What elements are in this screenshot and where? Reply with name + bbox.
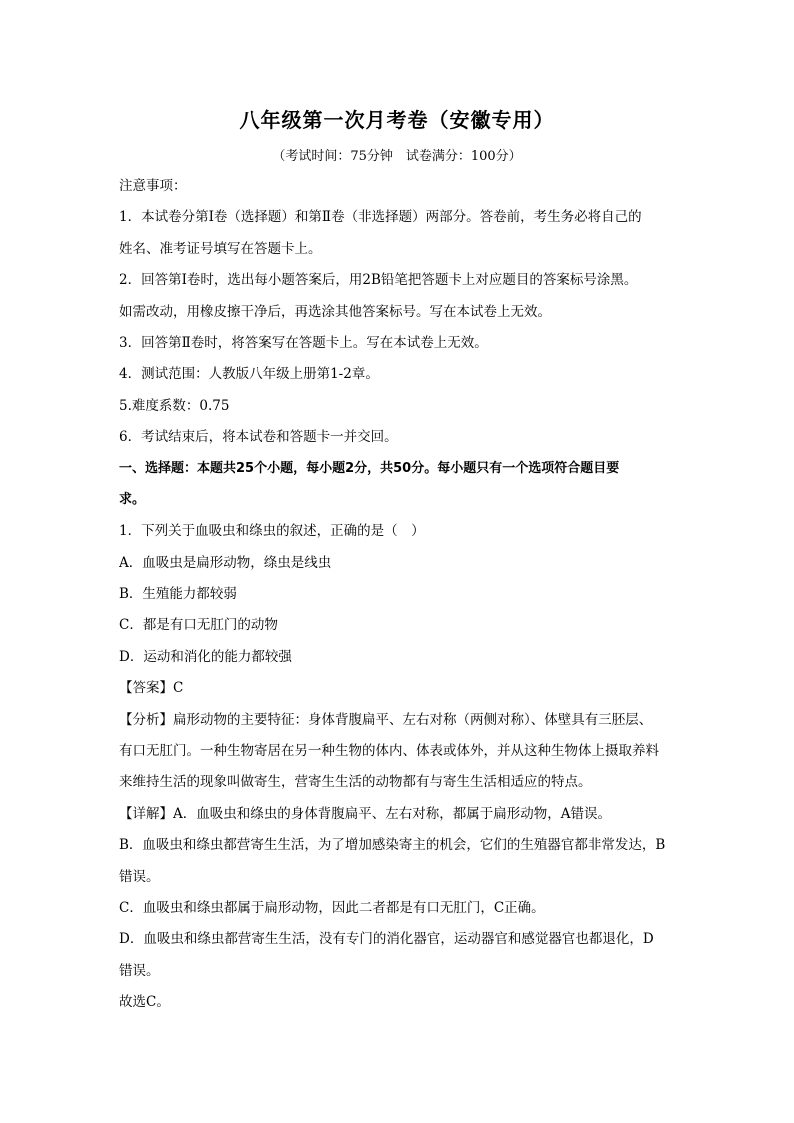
notes-line: 3．回答第Ⅱ卷时，将答案写在答题卡上。写在本试卷上无效。: [119, 334, 488, 351]
section-heading-cont: 求。: [119, 491, 146, 507]
notes-line: 2．回答第Ⅰ卷时，选出每小题答案后，用2B铅笔把答题卡上对应题目的答案标号涂黑。: [119, 272, 638, 289]
answer-line: 【答案】C: [119, 680, 184, 697]
section-heading: 一、选择题：本题共25个小题，每小题2分，共50分。每小题只有一个选项符合题目要: [119, 460, 620, 476]
option-d: D．运动和消化的能力都较强: [119, 648, 292, 665]
notes-line: 如需改动，用橡皮擦干净后，再选涂其他答案标号。写在本试卷上无效。: [119, 303, 551, 320]
detail-line: 错误。: [119, 962, 160, 979]
detail-line: 故选C。: [119, 994, 170, 1011]
question-stem: 1．下列关于血吸虫和绦虫的叙述，正确的是（ ）: [119, 523, 425, 540]
analysis-line: 【分析】扁形动物的主要特征：身体背腹扁平、左右对称（两侧对称）、体壁具有三胚层、: [119, 711, 653, 728]
notes-heading: 注意事项：: [119, 178, 187, 194]
detail-line: B．血吸虫和绦虫都营寄生生活，为了增加感染寄主的机会，它们的生殖器官都非常发达，B: [119, 837, 666, 854]
analysis-line: 来维持生活的现象叫做寄生，营寄生生活的动物都有与寄生生活相适应的特点。: [119, 774, 592, 791]
detail-line: 【详解】A．血吸虫和绦虫的身体背腹扁平、左右对称，都属于扁形动物，A错误。: [119, 805, 611, 822]
document-body: [119, 174, 689, 1022]
option-a: A．血吸虫是扁形动物，绦虫是线虫: [119, 554, 332, 571]
notes-line: 5.难度系数：0.75: [119, 397, 230, 414]
option-c: C．都是有口无肛门的动物: [119, 617, 278, 634]
option-b: B．生殖能力都较弱: [119, 586, 237, 603]
page-title: 八年级第一次月考卷（安徽专用）: [239, 108, 555, 132]
notes-line: 1．本试卷分第Ⅰ卷（选择题）和第Ⅱ卷（非选择题）两部分。答卷前，考生务必将自己的: [119, 209, 642, 226]
exam-info: （考试时间：75分钟 试卷满分：100分）: [272, 149, 522, 164]
analysis-line: 有口无肛门。一种生物寄居在另一种生物的体内、体表或体外，并从这种生物体上摄取养料: [119, 743, 659, 760]
notes-line: 4．测试范围：人教版八年级上册第1-2章。: [119, 366, 379, 383]
notes-line: 姓名、准考证号填写在答题卡上。: [119, 240, 322, 257]
detail-line: C．血吸虫和绦虫都属于扁形动物，因此二者都是有口无肛门，C正确。: [119, 899, 545, 916]
detail-line: D．血吸虫和绦虫都营寄生生活，没有专门的消化器官，运动器官和感觉器官也都退化，D: [119, 931, 654, 948]
detail-line: 错误。: [119, 868, 160, 885]
notes-line: 6．考试结束后，将本试卷和答题卡一并交回。: [119, 429, 398, 446]
